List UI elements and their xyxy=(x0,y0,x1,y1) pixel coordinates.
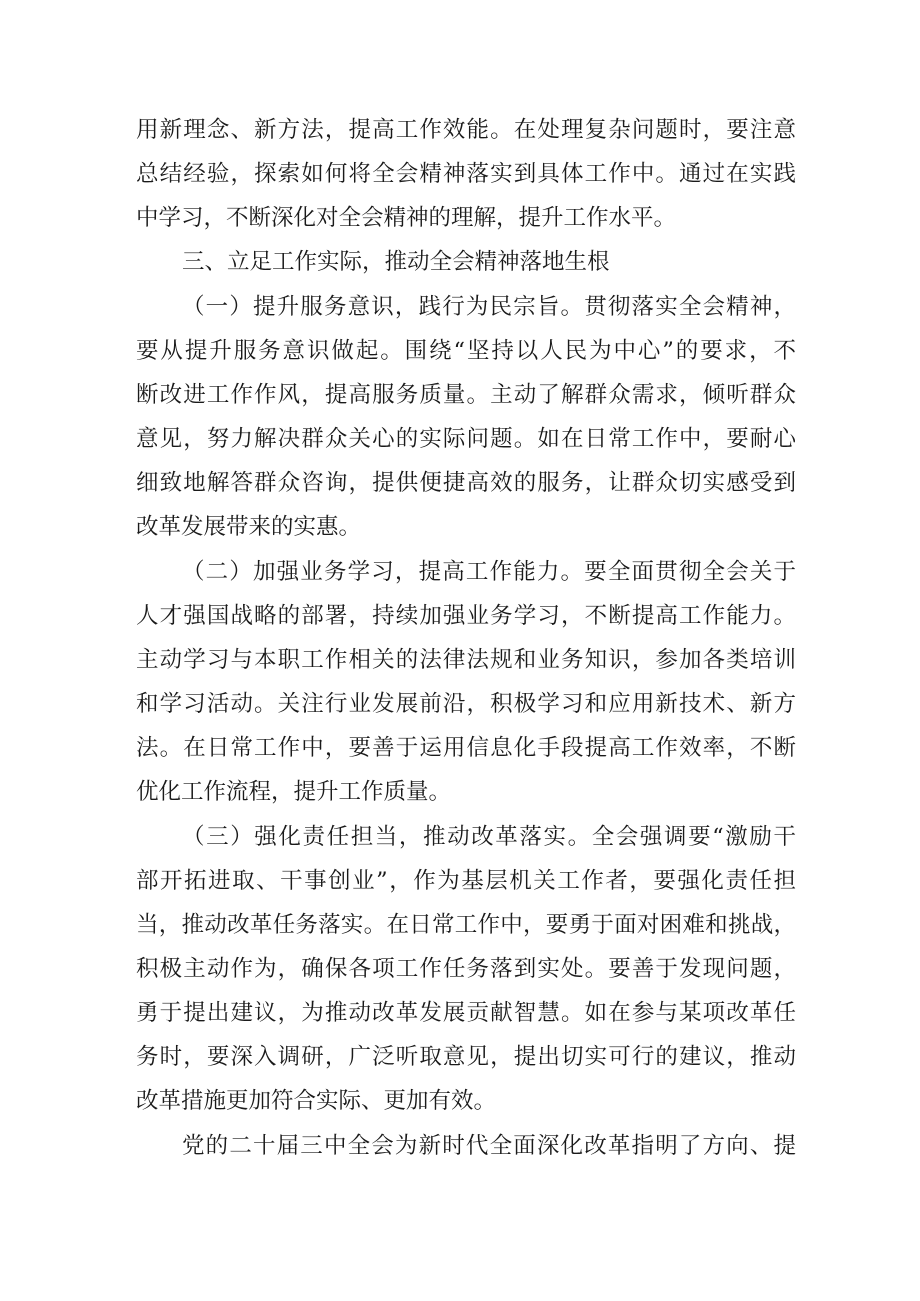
section-heading: 三、立足工作实际，推动全会精神落地生根 xyxy=(182,249,610,275)
subsection-3-line: （三）强化责任担当，推动改革落实。全会强调要“激励干 xyxy=(182,824,796,850)
intro-paragraph-line: 用新理念、新方法，提高工作效能。在处理复杂问题时，要注意 xyxy=(136,117,796,143)
subsection-2-line: 主动学习与本职工作相关的法律法规和业务知识，参加各类培训 xyxy=(136,647,796,673)
subsection-2-line: 法。在日常工作中，要善于运用信息化手段提高工作效率，不断 xyxy=(136,735,796,761)
subsection-1-line: 意见，努力解决群众关心的实际问题。如在日常工作中，要耐心 xyxy=(136,426,796,452)
subsection-2-line: （二）加强业务学习，提高工作能力。要全面贯彻全会关于 xyxy=(182,559,796,585)
subsection-1-line: 断改进工作作风，提高服务质量。主动了解群众需求，倾听群众 xyxy=(136,382,796,408)
subsection-3-line: 当，推动改革任务落实。在日常工作中，要勇于面对困难和挑战， xyxy=(136,912,796,938)
subsection-1-line: （一）提升服务意识，践行为民宗旨。贯彻落实全会精神， xyxy=(182,294,796,320)
closing-paragraph-line: 党的二十届三中全会为新时代全面深化改革指明了方向、提 xyxy=(182,1133,796,1159)
subsection-1-line: 细致地解答群众咨询，提供便捷高效的服务，让群众切实感受到 xyxy=(136,470,796,496)
subsection-3-line: 部开拓进取、干事创业”，作为基层机关工作者，要强化责任担 xyxy=(136,868,796,894)
subsection-3-line: 勇于提出建议，为推动改革发展贡献智慧。如在参与某项改革任 xyxy=(136,1000,796,1026)
subsection-2-line: 优化工作流程，提升工作质量。 xyxy=(136,779,452,805)
subsection-3-line: 改革措施更加符合实际、更加有效。 xyxy=(136,1088,497,1114)
intro-paragraph-line: 中学习，不断深化对全会精神的理解，提升工作水平。 xyxy=(136,205,677,231)
subsection-1-line: 改革发展带来的实惠。 xyxy=(136,514,362,540)
intro-paragraph-line: 总结经验，探索如何将全会精神落实到具体工作中。通过在实践 xyxy=(136,161,796,187)
subsection-1-line: 要从提升服务意识做起。围绕“坚持以人民为中心”的要求，不 xyxy=(136,338,796,364)
subsection-3-line: 积极主动作为，确保各项工作任务落到实处。要善于发现问题， xyxy=(136,956,796,982)
subsection-2-line: 和学习活动。关注行业发展前沿，积极学习和应用新技术、新方 xyxy=(136,691,796,717)
subsection-2-line: 人才强国战略的部署，持续加强业务学习，不断提高工作能力。 xyxy=(136,603,796,629)
subsection-3-line: 务时，要深入调研，广泛听取意见，提出切实可行的建议，推动 xyxy=(136,1044,796,1070)
